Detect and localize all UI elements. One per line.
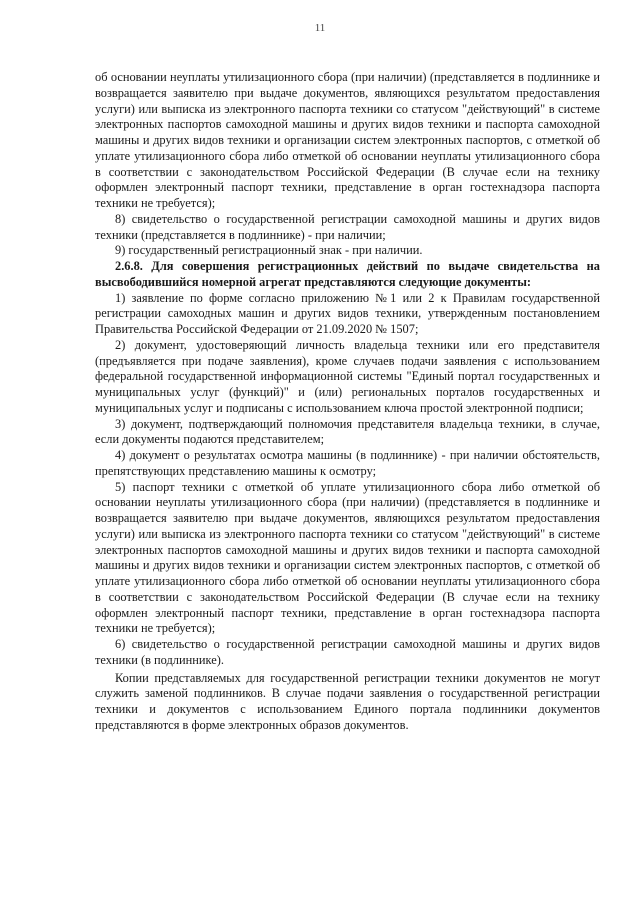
closing-paragraph: Копии представляемых для государственной регистрации техники документов не могут служить заменой подлинников. В случае подачи заявления о государственной регистрации техники и документов с использованием Единого портала подлинники документов представляются в форме электронных образов документов. [95, 670, 600, 732]
paragraph-continuation: об основании неуплаты утилизационного сбора (при наличии) (представляется в подлиннике и возвращается заявителю при выдаче документов, являющихся результатом предоставления услуги) или выписка из электронного паспорта техники со статусом "действующий" в системе электронных паспортов самоходной машины и других видов техники и паспорта самоходной машины и других видов техники и организации систем электронных паспортов, с отметкой об уплате утилизационного сбора либо отметкой об основании неуплаты утилизационного сбора в соответствии с законодательством Российской Федерации (В случае если на технику оформлен электронный паспорт техники, представление в орган гостехнадзора паспорта техники не требуется); [95, 70, 600, 210]
list-item-9: 9) государственный регистрационный знак - при наличии. [115, 243, 423, 258]
page-number: 11 [314, 22, 326, 34]
list-item-5: 5) паспорт техники с отметкой об уплате утилизационного сбора либо отметкой об основании неуплаты утилизационного сбора (при наличии) (представляется в подлиннике и возвращается заявителю при выдаче документов, являющихся результатом предоставления услуги) или выписка из электронного паспорта техники со статусом "действующий" в системе электронных паспортов самоходной машины и других видов техники и паспорта самоходной машины и других видов техники и организации систем электронных паспортов, с отметкой об уплате утилизационного сбора либо отметкой об основании неуплаты утилизационного сбора в соответствии с законодательством Российской Федерации (В случае если на технику оформлен электронный паспорт техники, представление в орган гостехнадзора паспорта техники не требуется); [95, 479, 600, 636]
list-item-6: 6) свидетельство о государственной регистрации самоходной машины и других видов техники (в подлиннике). [95, 637, 600, 667]
list-item-2: 2) документ, удостоверяющий личность владельца техники или его представителя (предъявляется при подаче заявления), кроме случаев подачи заявления с использованием федеральной государственной информационной системы "Единый портал государственных и муниципальных услуг (функций)" и (или) региональных порталов государственных и муниципальных услуг и подписаны с использованием ключа простой электронной подписи; [95, 337, 600, 415]
list-item-1: 1) заявление по форме согласно приложению №1 или 2 к Правилам государственной регистрации самоходных машин и других видов техники, утвержденным постановлением Правительства Российской Федерации от 21.09.2020 № 1507; [95, 290, 600, 336]
section-heading-2-6-8: 2.6.8. Для совершения регистрационных действий по выдаче свидетельства на высвободившийся номерной агрегат представляются следующие документы: [95, 259, 600, 289]
list-item-8: 8) свидетельство о государственной регистрации самоходной машины и других видов техники (представляется в подлиннике) - при наличии; [95, 211, 600, 242]
list-item-4: 4) документ о результатах осмотра машины (в подлиннике) - при наличии обстоятельств, препятствующих представлению машины к осмотру; [95, 448, 600, 478]
list-item-3: 3) документ, подтверждающий полномочия представителя владельца техники, в случае, если документы подаются представителем; [95, 416, 600, 447]
document-body [95, 70, 600, 734]
